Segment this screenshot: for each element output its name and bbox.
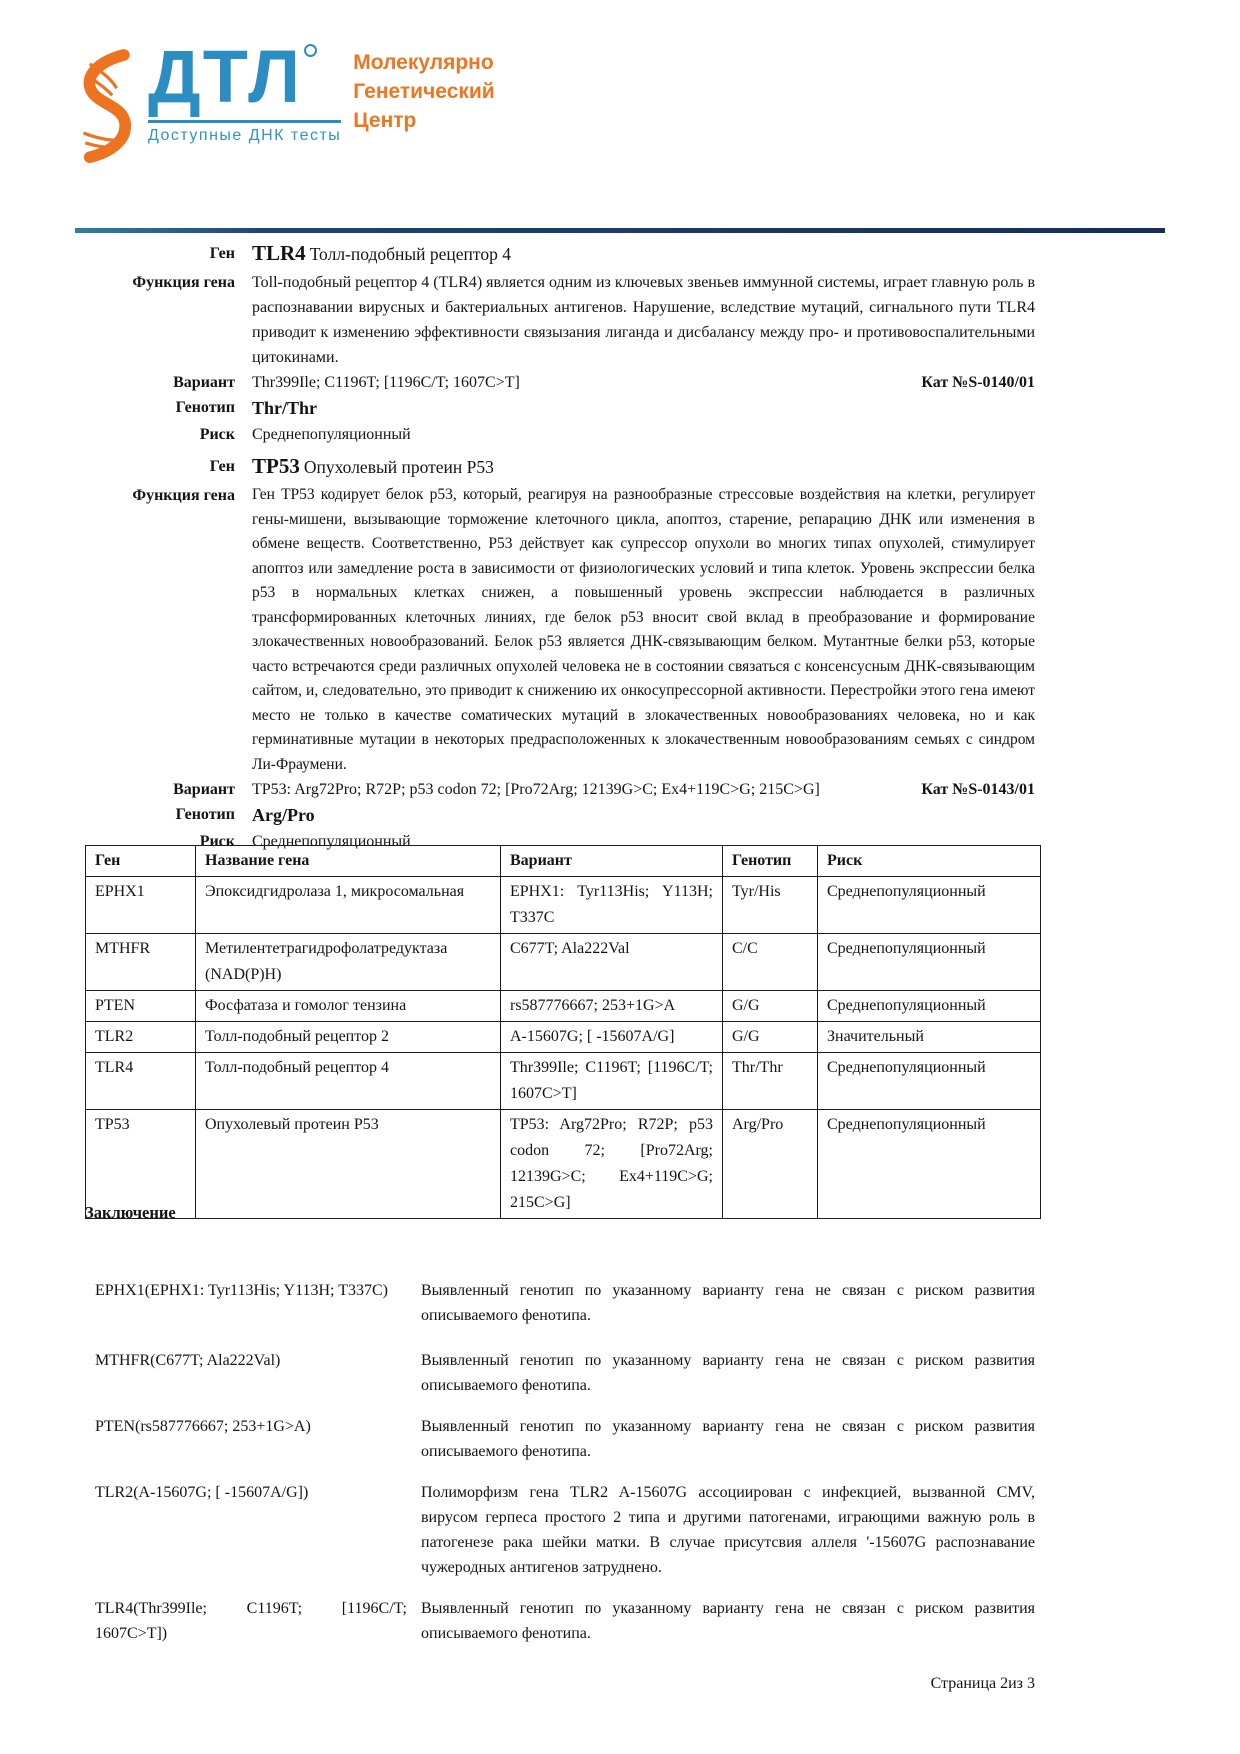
cell-gene-name: Эпоксидгидролаза 1, микросомальная	[196, 877, 501, 934]
cell-gene-name: Опухолевый протеин Р53	[196, 1110, 501, 1219]
separator-rule	[75, 228, 1165, 233]
cell-gene-name: Фосфатаза и гомолог тензина	[196, 991, 501, 1022]
cell-risk: Среднепопуляционный	[818, 1110, 1041, 1219]
tagline-line: Генетический	[353, 80, 495, 103]
col-header-variant: Вариант	[501, 846, 723, 877]
col-header-gene: Ген	[86, 846, 196, 877]
variant-label: Вариант	[173, 374, 235, 391]
gene-name: Опухолевый протеин Р53	[303, 457, 494, 477]
cell-gene-name: Метилентетрагидрофолатредуктаза (NAD(P)H)	[196, 934, 501, 991]
cell-gene-name: Толл-подобный рецептор 4	[196, 1053, 501, 1110]
conclusion-term: PTEN(rs587776667; 253+1G>A)	[95, 1418, 311, 1435]
risk-value: Среднепопуляционный	[252, 833, 411, 850]
table-row	[86, 991, 1041, 1022]
risk-label: Риск	[199, 833, 235, 850]
cell-risk: Среднепопуляционный	[818, 934, 1041, 991]
cell-variant: EPHX1: Tyr113His; Y113H; T337C	[501, 877, 723, 934]
cell-variant: C677T; Ala222Val	[501, 934, 723, 991]
col-header-genotype: Генотип	[723, 846, 818, 877]
cell-risk: Среднепопуляционный	[818, 877, 1041, 934]
variant-label: Вариант	[173, 781, 235, 798]
gene-symbol: TLR4	[252, 241, 306, 265]
conclusion-title: Заключение	[85, 1203, 176, 1222]
gene-value	[252, 239, 1035, 270]
gene-section-tp53	[85, 452, 1035, 854]
cell-variant: Thr399Ile; C1196T; [1196C/T; 1607C>T]	[501, 1053, 723, 1110]
conclusion-term: EPHX1(EPHX1: Tyr113His; Y113H; T337C)	[95, 1282, 388, 1299]
genotype-value: Thr/Thr	[252, 398, 318, 418]
gene-label: Ген	[209, 458, 235, 475]
conclusion-text: Выявленный генотип по указанному варианту гена не связан с риском развития описываемого фенотипа.	[421, 1418, 1035, 1460]
page-footer	[931, 1675, 1035, 1693]
conclusion-item	[95, 1596, 1035, 1646]
gene-symbol: TP53	[252, 454, 300, 478]
table-row	[86, 1022, 1041, 1053]
variant-value: Thr399Ile; C1196T; [1196C/T; 1607C>T]	[252, 374, 520, 391]
conclusion-item	[95, 1278, 1035, 1328]
genotype-label: Генотип	[175, 806, 235, 823]
variant-value: TP53: Arg72Pro; R72P; p53 codon 72; [Pro72Arg; 12139G>C; Ex4+119C>G; 215C>G]	[252, 781, 820, 798]
results-table	[85, 845, 1041, 1219]
conclusion-text: Выявленный генотип по указанному варианту гена не связан с риском развития описываемого фенотипа.	[421, 1282, 1035, 1324]
gene-function-text: Toll-подобный рецептор 4 (TLR4) является одним из ключевых звеньев иммунной системы, играет главную роль в распознавании вирусных и бактериальных антигенов. Нарушение, вследствие мутаций, сигнального пути TLR4 приводит к изменению эффективности связызания лиганда и дисбалансу между про- и противовоспалительными цитокинами.	[252, 274, 1035, 366]
brand-underline	[148, 120, 341, 123]
dna-helix-icon	[70, 44, 140, 170]
cell-variant: TP53: Arg72Pro; R72P; p53 codon 72; [Pro72Arg; 12139G>C; Ex4+119C>G; 215C>G]	[501, 1110, 723, 1219]
cell-gene: EPHX1	[86, 877, 196, 934]
conclusion-text: Выявленный генотип по указанному варианту гена не связан с риском развития описываемого фенотипа.	[421, 1600, 1035, 1642]
cell-variant: A-15607G; [ -15607A/G]	[501, 1022, 723, 1053]
brand-text: ДТЛ	[148, 35, 302, 118]
cell-variant: rs587776667; 253+1G>A	[501, 991, 723, 1022]
table-row	[86, 1053, 1041, 1110]
logo-tagline	[353, 48, 494, 135]
conclusion-item	[95, 1414, 1035, 1464]
genotype-label: Генотип	[175, 399, 235, 416]
conclusion-item	[95, 1480, 1035, 1580]
tagline-line: Молекулярно	[353, 51, 494, 74]
risk-label: Риск	[199, 426, 235, 443]
gene-function-label: Функция гена	[132, 487, 235, 504]
tagline-line: Центр	[353, 109, 417, 132]
cell-gene: TLR4	[86, 1053, 196, 1110]
registered-trademark-icon	[304, 44, 317, 57]
cell-gene: PTEN	[86, 991, 196, 1022]
cell-risk: Значительный	[818, 1022, 1041, 1053]
cell-gene: TLR2	[86, 1022, 196, 1053]
table-header-row	[86, 846, 1041, 877]
catalog-number: Кат №S-0140/01	[921, 374, 1035, 391]
cell-genotype: Arg/Pro	[723, 1110, 818, 1219]
catalog-number: Кат №S-0143/01	[921, 781, 1035, 798]
col-header-gene-name: Название гена	[196, 846, 501, 877]
gene-name: Толл-подобный рецептор 4	[309, 244, 511, 264]
conclusion-text: Полиморфизм гена TLR2 A-15607G ассоциирован с инфекцией, вызванной CMV, вирусом герпеса простого 2 типа и другими патогенами, играющими важную роль в патогенезе рака шейки матки. В случае присутсвия аллеля '-15607G распознавание чужеродных антигенов затруднено.	[421, 1484, 1035, 1576]
page-number-label: Страница 2из 3	[930, 1675, 1035, 1692]
cell-genotype: G/G	[723, 991, 818, 1022]
conclusion-item	[95, 1348, 1035, 1398]
col-header-risk: Риск	[818, 846, 1041, 877]
gene-function-text: Ген ТР53 кодирует белок р53, который, реагируя на разнообразные стрессовые воздействия на клетки, регулирует гены-мишени, вызывающие торможение клеточного цикла, апоптоз, старение, репарацию ДНК или изменения в обмене веществ. Соответственно, Р53 действует как супрессор опухоли во многих типах опухолей, стимулирует апоптоз или замедление роста в зависимости от физиологических условий и типа клеток. Уровень экспрессии белка р53 в нормальных клетках снижен, а повышенный уровень экспрессии наблюдается в различных трансформированных клеточных линиях, где белок р53 вносит свой вклад в преобразование и формирование злокачественных новообразований. Белок р53 является ДНК-связывающим белком. Мутантные белки р53, которые часто встречаются среди различных опухолей человека не в состоянии связаться с консенсусным ДНК-связывающим сайтом, и, следовательно, это приводит к снижению их онкосупрессорной активности. Перестройки этого гена имеют место не только в качестве соматических мутаций в злокачественных новообразованиях человека, но и как герминативные мутации в некоторых предрасположенных к злокачественным новообразованиям семьях с синдром Ли-Фраумени.	[252, 486, 1035, 773]
gene-label: Ген	[209, 245, 235, 262]
table-row	[86, 877, 1041, 934]
conclusion-term: TLR2(A-15607G; [ -15607A/G])	[95, 1484, 309, 1501]
cell-genotype: C/C	[723, 934, 818, 991]
logo	[70, 35, 495, 170]
cell-gene-name: Толл-подобный рецептор 2	[196, 1022, 501, 1053]
gene-value	[252, 452, 1035, 483]
conclusion-term: MTHFR(C677T; Ala222Val)	[95, 1352, 281, 1369]
logo-subtitle: Доступные ДНК тесты	[148, 127, 342, 144]
risk-value: Среднепопуляционный	[252, 426, 411, 443]
cell-risk: Среднепопуляционный	[818, 1053, 1041, 1110]
table-row	[86, 934, 1041, 991]
cell-genotype: Thr/Thr	[723, 1053, 818, 1110]
cell-genotype: G/G	[723, 1022, 818, 1053]
conclusion-text: Выявленный генотип по указанному варианту гена не связан с риском развития описываемого фенотипа.	[421, 1352, 1035, 1394]
gene-section-tlr4	[85, 239, 1035, 447]
cell-gene: MTHFR	[86, 934, 196, 991]
cell-gene: TP53	[86, 1110, 196, 1219]
conclusion-term: TLR4(Thr399Ile; C1196T; [1196C/T; 1607C>T])	[95, 1600, 407, 1642]
cell-risk: Среднепопуляционный	[818, 991, 1041, 1022]
brand-wordmark	[148, 35, 341, 118]
conclusion-section	[85, 1203, 1035, 1662]
gene-function-label: Функция гена	[132, 274, 235, 291]
cell-genotype: Tyr/His	[723, 877, 818, 934]
genotype-value: Arg/Pro	[252, 805, 315, 825]
